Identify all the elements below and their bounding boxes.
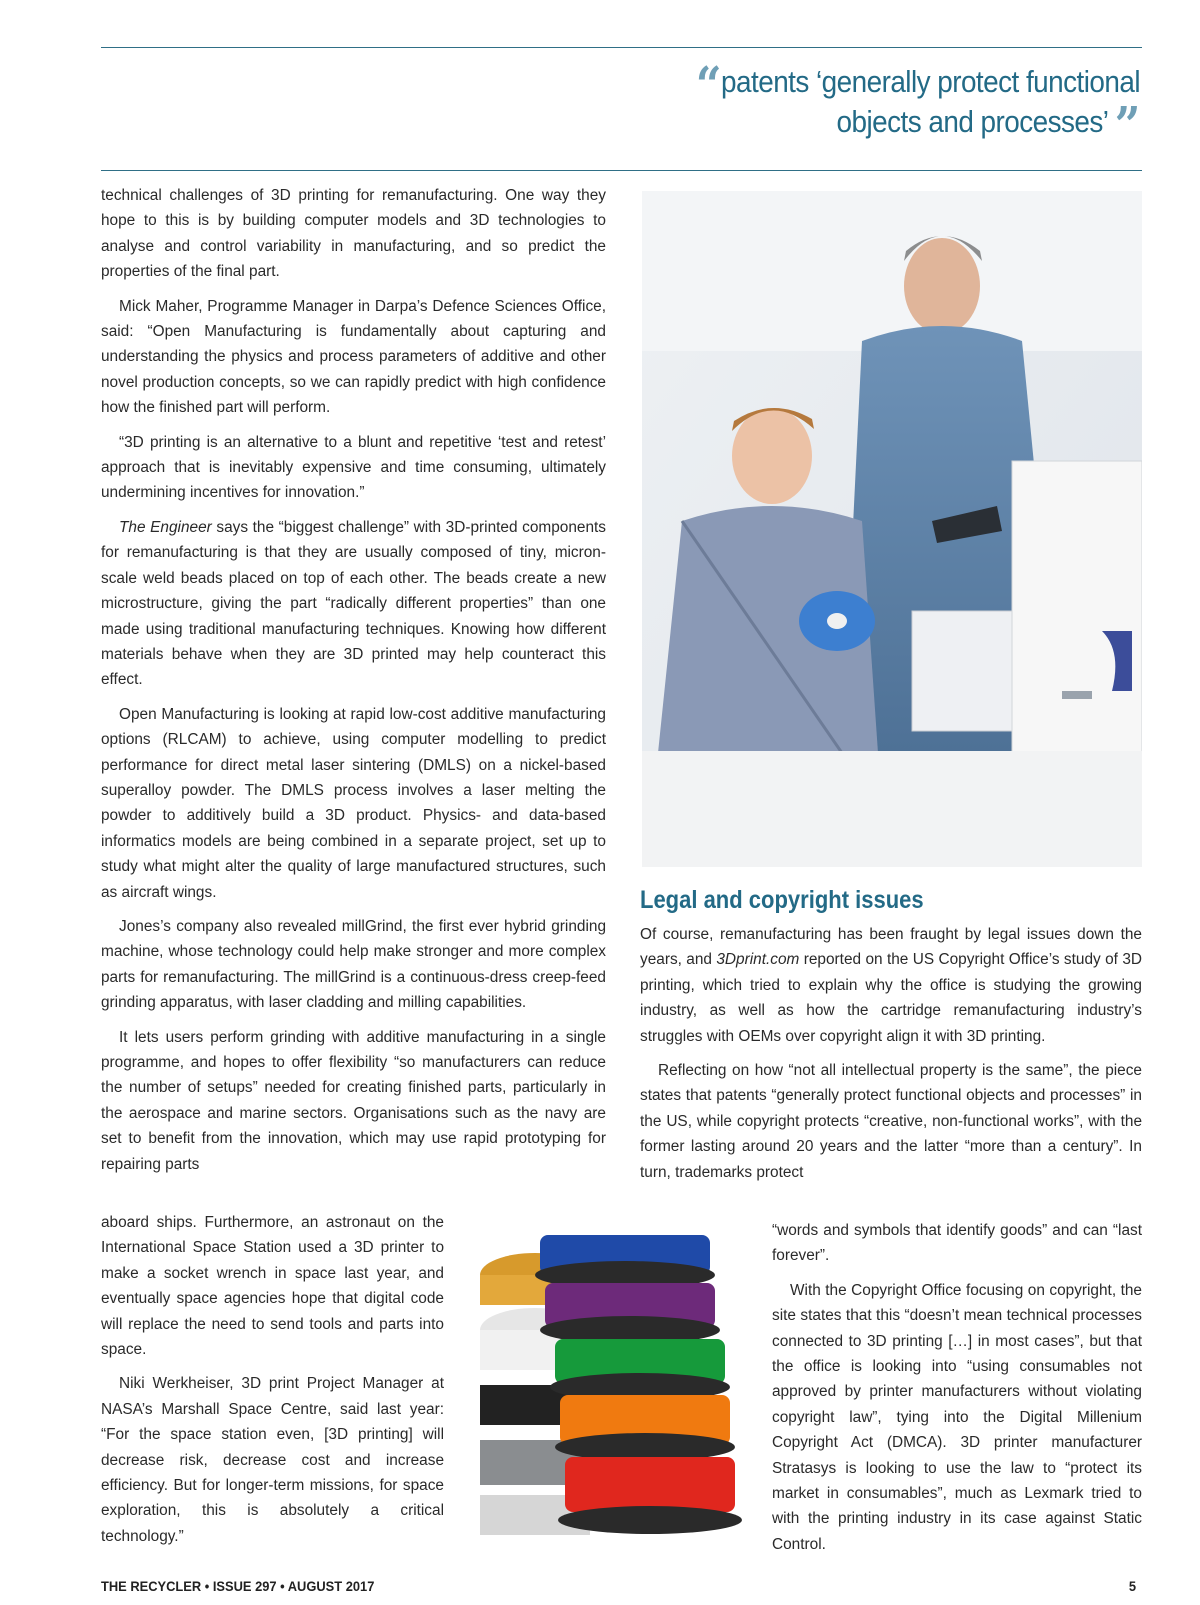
quote-bottom-rule bbox=[101, 170, 1142, 171]
filament-spools-image bbox=[465, 1235, 765, 1555]
paragraph: Niki Werkheiser, 3D print Project Manager at NASA’s Marshall Space Centre, said last year: “For the space station even, [3D printing] will decrease risk, decrease cost and increase efficiency. But for longer-term missions, for space exploration, this is absolutely a critical technology.” bbox=[101, 1375, 444, 1545]
publication-info: THE RECYCLER • ISSUE 297 • AUGUST 2017 bbox=[101, 1578, 375, 1594]
photo-3d-printing-workers bbox=[642, 191, 1142, 867]
open-quote-mark: “ bbox=[695, 55, 722, 114]
paragraph: “words and symbols that identify goods” and can “last forever”. bbox=[772, 1222, 1142, 1265]
paragraph: aboard ships. Furthermore, an astronaut on the International Space Station used a 3D printer to make a socket wrench in space last year, and eventually space agencies hope that digital code will replace the need to send tools and parts into space. bbox=[101, 1214, 444, 1359]
paragraph: Jones’s company also revealed millGrind, the first ever hybrid grinding machine, whose technology could help make stronger and more complex parts for remanufacturing. The millGrind is a continuous-dress creep-feed grinding apparatus, with laser cladding and milling capabilities. bbox=[101, 917, 606, 1012]
right-column bbox=[640, 922, 1142, 1194]
paragraph-text: reported on the US Copyright Office’s study of 3D printing, which tried to explain why the office is studying the growing industry, as well as how the cartridge remanufacturing industry’s struggles with OEMs over copyright align it with 3D printing. bbox=[640, 951, 1142, 1045]
publication-name: The Engineer bbox=[119, 518, 212, 536]
page-footer bbox=[101, 1578, 1136, 1594]
left-lower-column bbox=[101, 1210, 444, 1558]
paragraph: “3D printing is an alternative to a blunt and repetitive ‘test and retest’ approach that is inevitably expensive and time consuming, ultimately undermining incentives for innovation.” bbox=[101, 433, 606, 502]
paragraph: With the Copyright Office focusing on copyright, the site states that this “doesn’t mean technical processes connected to 3D printing […] in most cases”, but that the office is looking into “using consumables not approved by printer manufacturers without violating copyright law”, tying into the Digital Millenium Copyright Act (DMCA). 3D printer manufacturer Stratasys is looking to use the law to “protect its market in consumables”, much as Lexmark tried to with the printing industry in its case against Static Control. bbox=[772, 1281, 1142, 1553]
close-quote-mark: ” bbox=[1114, 95, 1140, 154]
paragraph: Reflecting on how “not all intellectual property is the same”, the piece states that patents “generally protect functional objects and processes” in the US, while copyright protects “creative, non-functional works”, with the former lasting around 20 years and the latter “more than a century”. In turn, trademarks protect bbox=[640, 1062, 1142, 1181]
pull-quote-line-2: objects and processes’ bbox=[836, 104, 1108, 139]
spool-stack-front bbox=[535, 1235, 742, 1534]
paragraph: Open Manufacturing is looking at rapid low-cost additive manufacturing options (RLCAM) to achieve, using computer modelling to predict performance for direct metal laser sintering (DMLS) on a nickel-based superalloy powder. The DMLS process involves a laser melting the powder to additively build a 3D product. Physics- and data-based informatics models are being combined in a separate project, set up to study what might alter the quality of large manufactured structures, such as aircraft wings. bbox=[101, 705, 606, 901]
pull-quote-line-1: patents ‘generally protect functional bbox=[721, 64, 1140, 99]
website-name: 3Dprint.com bbox=[716, 951, 800, 969]
paragraph: Mick Maher, Programme Manager in Darpa’s Defence Sciences Office, said: “Open Manufacturing is fundamentally about capturing and understanding the physics and process parameters of additive and other novel production concepts, so we can rapidly predict with high confidence how the finished part will perform. bbox=[101, 297, 606, 417]
paragraph-text: Of course, remanufacturing has been fraught by legal issues down the years, and bbox=[640, 926, 1142, 969]
paragraph-text: says the “biggest challenge” with 3D-printed components for remanufacturing is that they are usually composed of tiny, micron-scale weld beads placed on top of each other. The beads create a new microstructure, giving the part “radically different properties” than one made using traditional manufacturing techniques. Knowing how different materials behave when they are 3D printed may help counteract this effect. bbox=[101, 518, 606, 689]
left-column bbox=[101, 183, 606, 1186]
right-lower-column bbox=[772, 1218, 1142, 1566]
section-heading: Legal and copyright issues bbox=[640, 886, 924, 914]
top-rule bbox=[101, 47, 1142, 48]
pull-quote bbox=[690, 55, 1140, 154]
paragraph: technical challenges of 3D printing for remanufacturing. One way they hope to this is by building computer models and 3D technologies to analyse and control variability in manufacturing, and so predict the properties of the final part. bbox=[101, 187, 606, 281]
paragraph bbox=[101, 515, 606, 693]
paragraph bbox=[640, 922, 1142, 1049]
page-number: 5 bbox=[1128, 1578, 1136, 1594]
paragraph: It lets users perform grinding with additive manufacturing in a single programme, and hopes to offer flexibility “so manufacturers can reduce the number of setups” needed for creating finished parts, particularly in the aerospace and marine sectors. Organisations such as the navy are set to benefit from the innovation, which may use rapid prototyping for repairing parts bbox=[101, 1028, 606, 1173]
